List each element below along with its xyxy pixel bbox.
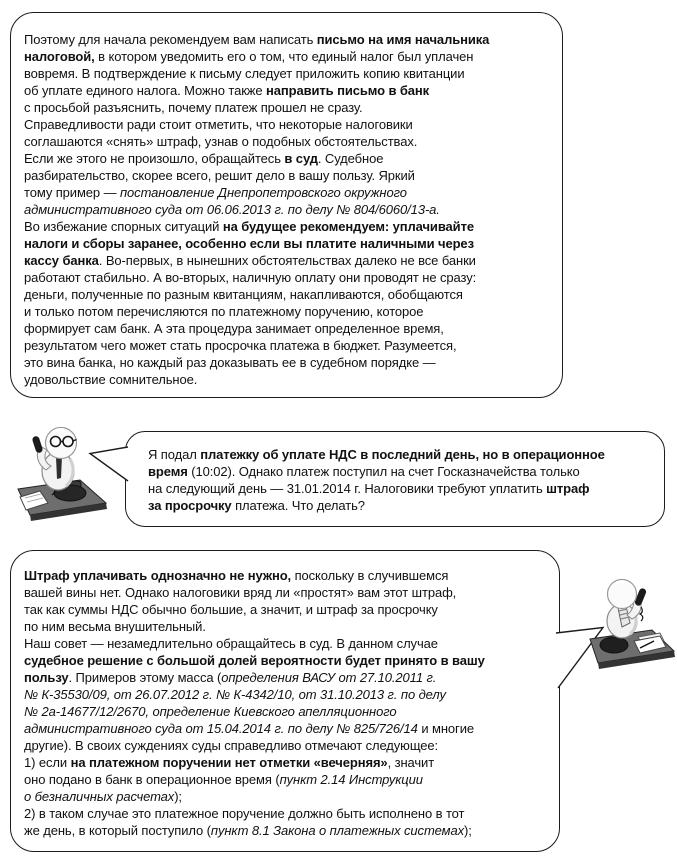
asker-person-at-desk-icon [14, 417, 118, 523]
text-line: административного суда от 15.04.2014 г. по делу № 825/726/14 и многие [24, 721, 474, 736]
text-line: налоги и сборы заранее, особенно если вы платите наличными через [24, 236, 474, 251]
text-line: пользу. Примеров этому масса (определения ВАСУ от 27.10.2011 г. [24, 670, 437, 685]
text-line: налоговой, в котором уведомить его о том, что единый налог был уплачен [24, 49, 474, 64]
text-line: судебное решение с большой долей вероятности будет принято в вашу [24, 653, 485, 668]
text-line: оно подано в банк в операционное время (пункт 2.14 Инструкции [24, 772, 423, 787]
text-line: 2) в таком случае это платежное поручение должно быть исполнено в тот [24, 806, 465, 821]
text-line: время (10:02). Однако платеж поступил на счет Госказначейства только [148, 464, 580, 479]
text-line: разбирательство, скорее всего, решит дело в вашу пользу. Яркий [24, 168, 415, 183]
text-line: и только потом перечисляются по платежному поручению, которое [24, 304, 424, 319]
text-line: Штраф уплачивать однозначно не нужно, поскольку в случившемся [24, 568, 449, 583]
text-line: 1) если на платежном поручении нет отметки «вечерняя», значит [24, 755, 435, 770]
question-speech-bubble [125, 431, 665, 527]
text-line: тому пример — постановление Днепропетровского окружного [24, 185, 407, 200]
text-line: другие). В своих суждениях суды справедливо отмечают следующее: [24, 738, 439, 753]
text-line: вашей вины нет. Однако налоговики вряд ли «простят» вам этот штраф, [24, 585, 457, 600]
text-line: Если же этого не произошло, обращайтесь в суд. Судебное [24, 151, 384, 166]
text-line: так как суммы НДС обычно большие, а значит, и штраф за просрочку [24, 602, 438, 617]
text-line: на следующий день — 31.01.2014 г. Налоговики требуют уплатить штраф [148, 481, 590, 496]
text-line: кассу банка. Во-первых, в нынешних обстоятельствах далеко не все банки [24, 253, 476, 268]
text-line: соглашаются «снять» штраф, узнав о подобных обстоятельствах. [24, 134, 418, 149]
answer-speech-bubble [10, 550, 560, 852]
text-line: за просрочку платежа. Что делать? [148, 498, 365, 513]
text-line: Во избежание спорных ситуаций на будущее рекомендуем: уплачивайте [24, 219, 474, 234]
text-line: это вина банка, но каждый раз доказывать ее в судебном порядке — [24, 355, 436, 370]
text-line: Поэтому для начала рекомендуем вам написать письмо на имя начальника [24, 32, 490, 47]
text-line: административного суда от 06.06.2013 г. по делу № 804/6060/13-а. [24, 202, 440, 217]
text-line: деньги, полученные по разным квитанциям, накапливаются, обобщаются [24, 287, 463, 302]
text-line: удовольствие сомнительное. [24, 372, 198, 387]
text-line: Наш совет — незамедлительно обращайтесь в суд. В данном случае [24, 636, 438, 651]
text-line: же день, в который поступило (пункт 8.1 Закона о платежных системах); [24, 823, 472, 838]
text-line: Я подал платежку об уплате НДС в последний день, но в операционное [148, 447, 605, 462]
text-line: о безналичных расчетах); [24, 789, 182, 804]
text-line: результатом чего может стать просрочка платежа в бюджет. Разумеется, [24, 338, 457, 353]
text-line: Справедливости ради стоит отметить, что некоторые налоговики [24, 117, 413, 132]
text-line: с просьбой разъяснить, почему платеж прошел не сразу. [24, 100, 363, 115]
text-line: об уплате единого налога. Можно также направить письмо в банк [24, 83, 430, 98]
text-line: № К-35530/09, от 26.07.2012 г. № К-4342/10, от 31.10.2013 г. по делу [24, 687, 446, 702]
text-line: вовремя. В подтверждение к письму следует приложить копию квитанции [24, 66, 465, 81]
text-line: формирует сам банк. А эта процедура занимает определенное время, [24, 321, 444, 336]
expert-person-at-desk-icon [582, 577, 677, 674]
text-line: работают стабильно. А во-вторых, наличную оплату они проводят не сразу: [24, 270, 477, 285]
text-line: по ним весьма внушительный. [24, 619, 206, 634]
advice-text-box [10, 12, 563, 398]
text-line: № 2а-14677/12/2670, определение Киевского апелляционного [24, 704, 397, 719]
